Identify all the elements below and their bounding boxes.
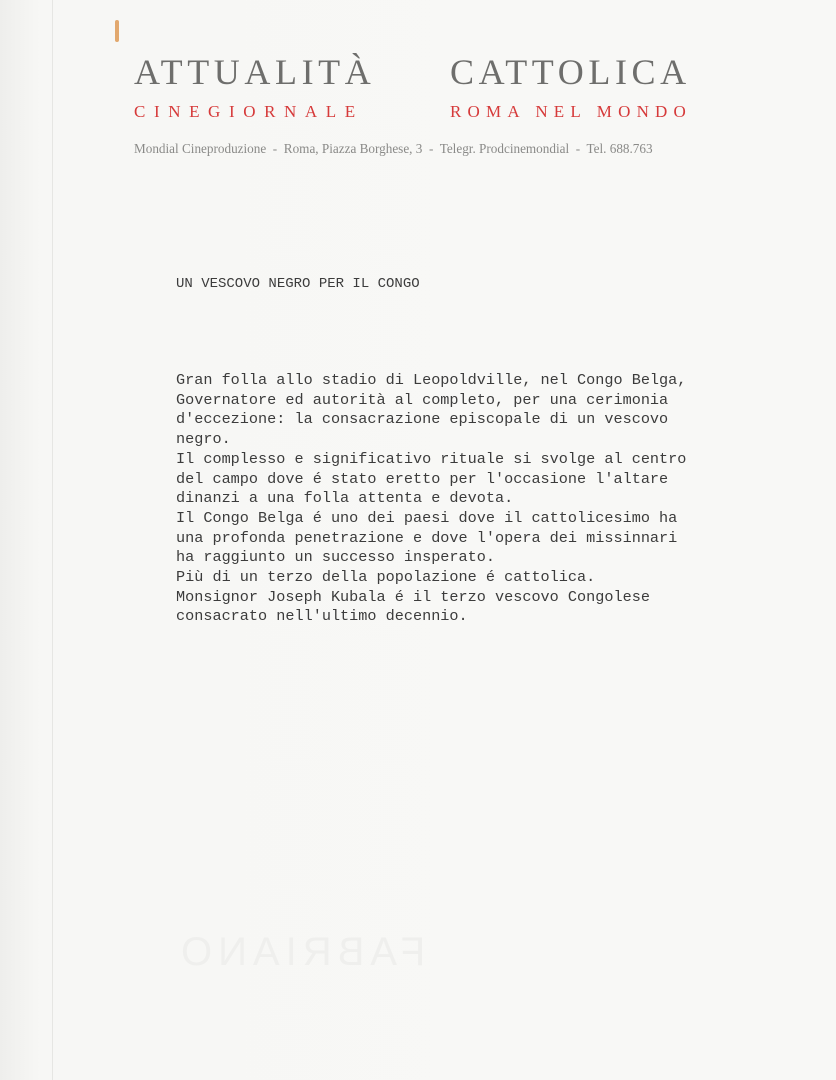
body-line: d'eccezione: la consacrazione episcopale di un vescovo [176, 410, 669, 429]
body-line: Gran folla allo stadio di Leopoldville, nel Congo Belga, [176, 371, 687, 389]
document-title: UN VESCOVO NEGRO PER IL CONGO [176, 276, 420, 292]
body-line: Il complesso e significativo rituale si svolge al centro [176, 449, 687, 468]
page-edge [52, 0, 53, 1080]
letterhead-title-right: CATTOLICA [450, 52, 691, 92]
body-line: Il Congo Belga é uno dei paesi dove il cattolicesimo ha [176, 508, 678, 527]
body-line: una profonda penetrazione e dove l'opera dei missinnari [176, 528, 678, 547]
fabriano-watermark: FABRIANO [175, 930, 426, 974]
body-line: consacrato nell'ultimo decennio. [176, 607, 468, 626]
body-line: dinanzi a una folla attenta e devota. [176, 489, 514, 508]
letterhead-title [134, 50, 714, 94]
letterhead-address: Mondial Cineproduzione - Roma, Piazza Borghese, 3 - Telegr. Prodcinemondial - Tel. 688.763 [134, 141, 653, 156]
body-line: Più di un terzo della popolazione é cattolica. [176, 568, 596, 587]
letterhead-subtitle [134, 101, 714, 123]
body-line: ha raggiunto un successo insperato. [176, 548, 495, 567]
document-body [176, 371, 686, 627]
body-line: Governatore ed autorità al completo, per una cerimonia [176, 390, 669, 409]
letterhead-title-left: ATTUALITÀ [134, 52, 376, 92]
body-line: negro. [176, 430, 231, 449]
letterhead-subtitle-right: ROMA NEL MONDO [450, 102, 693, 121]
paper-mark [115, 20, 119, 42]
letterhead-subtitle-left: CINEGIORNALE [134, 102, 364, 121]
body-line: Monsignor Joseph Kubala é il terzo vescovo Congolese [176, 587, 650, 606]
body-line: del campo dove é stato eretto per l'occasione l'altare [176, 469, 669, 488]
